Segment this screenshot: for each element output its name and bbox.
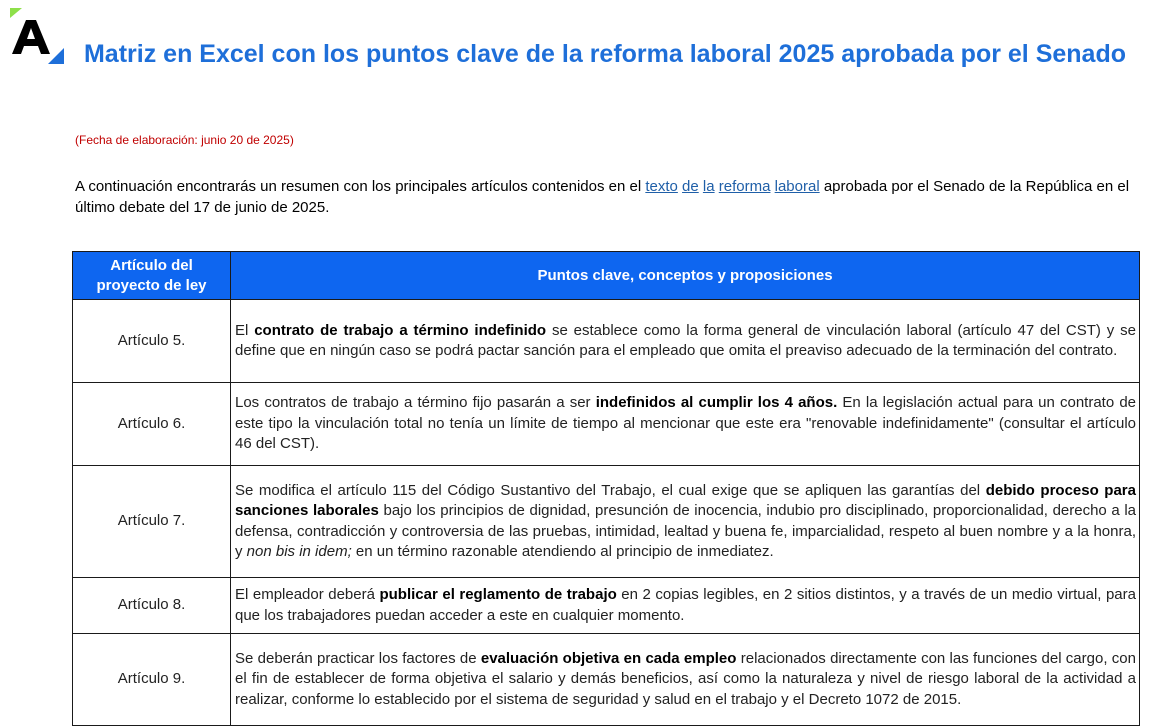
key-points-cell — [231, 578, 1140, 634]
cell-text: En la legislación actual para un contrato de este tipo la vinculación total no tenía un límite de tiempo al mencionar que este era "renovable indefinidamente" (consultar el artículo 46 del CST). — [235, 394, 1136, 453]
key-points-cell — [231, 300, 1140, 383]
cell-text: Se deberán practicar los factores de — [235, 649, 481, 667]
cell-text: Los contratos de trabajo a término fijo pasarán a ser — [235, 394, 596, 412]
table-row — [73, 578, 1140, 634]
table-row — [73, 383, 1140, 466]
cell-text: El — [235, 321, 255, 339]
article-cell: Artículo 7. — [73, 466, 231, 578]
header-article: Artículo del proyecto de ley — [73, 252, 231, 300]
highlight-text: indefinidos al cumplir los 4 años. — [595, 394, 838, 412]
cell-text: Se modifica el artículo 115 del Código Sustantivo del Trabajo, el cual exige que se apliquen las garantías del — [235, 481, 986, 499]
table-row — [73, 300, 1140, 383]
table-row — [73, 634, 1140, 726]
key-points-cell — [231, 383, 1140, 466]
brand-logo[interactable] — [10, 8, 66, 66]
cell-text: se establece como la forma general de vinculación laboral (artículo 47 del CST) y se define que en ningún caso se podrá pactar sanción para el empleado que omita el preaviso adecuado de la terminación del contrato. — [235, 321, 1137, 359]
key-points-cell — [231, 466, 1140, 578]
article-cell: Artículo 5. — [73, 300, 231, 383]
highlight-text: contrato de trabajo a término indefinido — [254, 321, 547, 339]
link-reforma[interactable]: reforma — [718, 178, 771, 195]
article-cell: Artículo 6. — [73, 383, 231, 466]
intro-paragraph — [75, 176, 1137, 218]
highlight-text: evaluación objetiva en cada empleo — [480, 649, 737, 667]
article-cell: Artículo 9. — [73, 634, 231, 726]
link-de[interactable]: de — [682, 178, 699, 195]
cell-text: bajo los principios de dignidad, presunción de inocencia, indubio pro disciplinado, proporcionalidad, derecho a la defensa, contradicción y controversia de las pruebas, intimidad, lealtad y buena fe, imparcialidad, respeto al buen nombre y a la honra, y — [235, 502, 1137, 560]
intro-text-before: A continuación encontrarás un resumen con los principales artículos contenidos en el — [75, 178, 646, 195]
key-points-cell — [231, 634, 1140, 726]
cell-text: relacionados directamente con las funciones del cargo, con el fin de establecer de forma objetiva el salario y demás beneficios, así como la naturaleza y nivel de riesgo laboral de la actividad a realizar, conforme lo establecido por el sistema de seguridad y salud en el trabajo y el Decreto 1072 de 2015. — [235, 649, 1136, 708]
link-laboral[interactable]: laboral — [774, 178, 820, 195]
highlight-text: debido proceso para sanciones laborales — [235, 481, 1136, 519]
italic-text: non bis in idem; — [246, 543, 352, 560]
link-la[interactable]: la — [702, 178, 715, 195]
cell-text: en 2 copias legibles, en 2 sitios distintos, y a través de un medio virtual, para que los trabajadores puedan acceder a este en cualquier momento. — [235, 586, 1136, 624]
link-texto[interactable]: texto — [645, 178, 678, 195]
table-row — [73, 466, 1140, 578]
table-header-row — [73, 252, 1140, 300]
page-title: Matriz en Excel con los puntos clave de la reforma laboral 2025 aprobada por el Senado — [83, 40, 1126, 68]
cell-text: en un término razonable atendiendo al principio de inmediatez. — [351, 543, 774, 560]
header-key-points: Puntos clave, conceptos y proposiciones — [231, 252, 1140, 300]
cell-text: El empleador deberá — [235, 586, 380, 603]
reform-table — [72, 251, 1140, 726]
intro-text-after: aprobada por el Senado de la República en el último debate del 17 de junio de 2025. — [75, 178, 1130, 216]
highlight-text: publicar el reglamento de trabajo — [379, 586, 617, 603]
date-note: (Fecha de elaboración: junio 20 de 2025) — [75, 133, 294, 147]
logo-mark-icon — [10, 8, 66, 66]
article-cell: Artículo 8. — [73, 578, 231, 634]
